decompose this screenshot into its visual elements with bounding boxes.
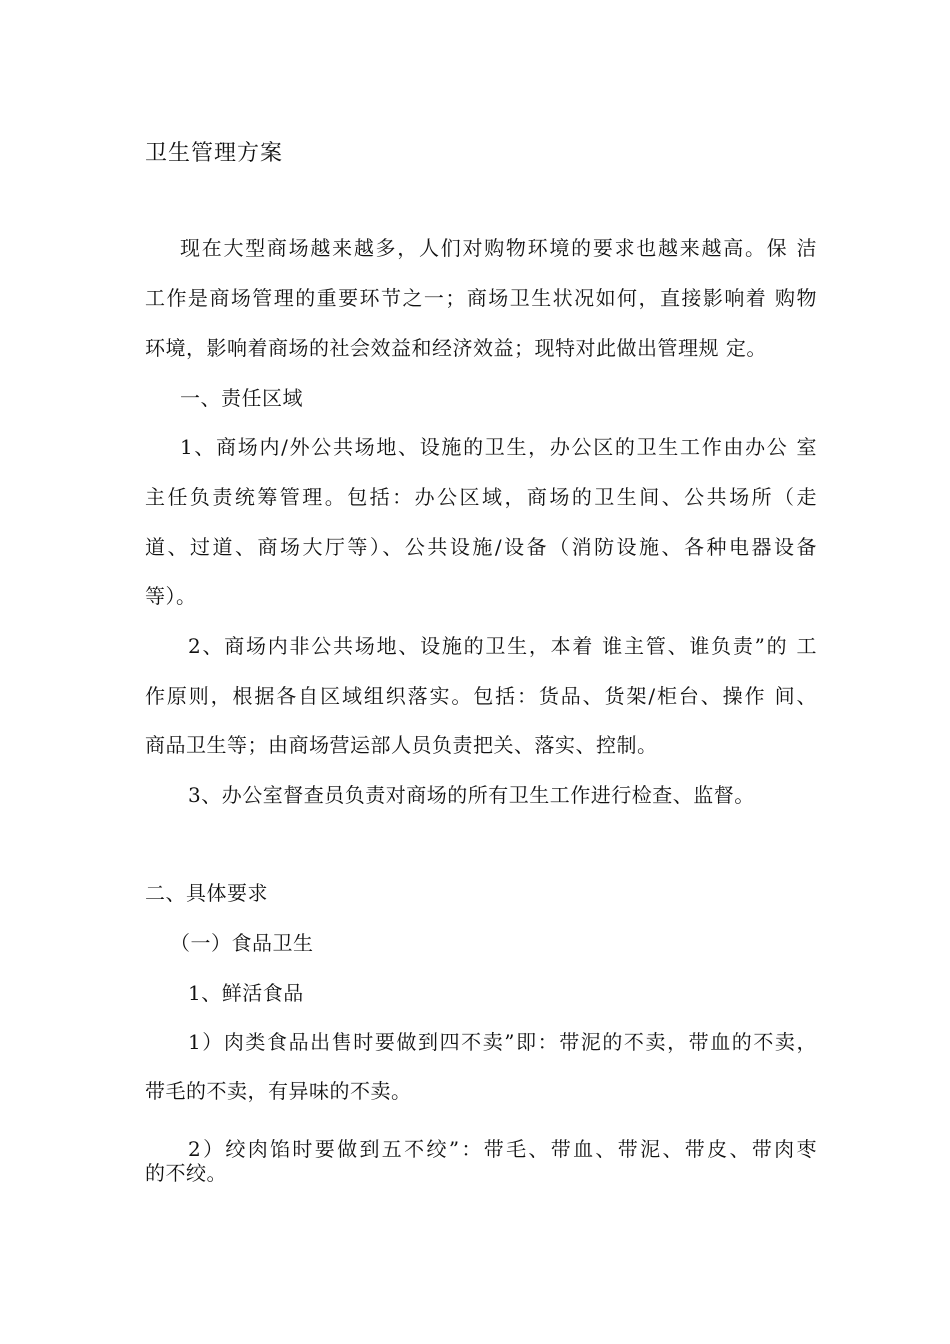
section2-sub1-heading: （一）食品卫生 [170, 931, 314, 955]
intro-line-3: 环境，影响着商场的社会效益和经济效益；现特对此做出管理规 定。 [145, 336, 767, 360]
section1-heading: 一、责任区域 [180, 386, 303, 410]
section1-item2-line-3: 商品卫生等；由商场营运部人员负责把关、落实、控制。 [145, 733, 658, 757]
section2-sub1-item1: 1、鲜活食品 [188, 981, 304, 1005]
point2-line-2: 的不绞。 [145, 1161, 227, 1185]
intro-line-1: 现在大型商场越来越多，人们对购物环境的要求也越来越高。保 洁 [180, 236, 817, 260]
section1-item3: 3、办公室督查员负责对商场的所有卫生工作进行检查、监督。 [188, 783, 755, 807]
point2-line-1: 2）绞肉馅时要做到五不绞”：带毛、带血、带泥、带皮、带肉枣 [188, 1137, 817, 1161]
section1-item2-line-1: 2、商场内非公共场地、设施的卫生，本着 谁主管、谁负责”的 工 [188, 634, 817, 658]
section1-item1-line-4: 等）。 [145, 584, 197, 608]
point1-line-1: 1）肉类食品出售时要做到四不卖”即：带泥的不卖，带血的不卖， [188, 1030, 817, 1054]
section1-item1-line-2: 主任负责统筹管理。包括：办公区域，商场的卫生间、公共场所（走 [145, 485, 817, 509]
section2-heading: 二、具体要求 [145, 881, 268, 905]
document-title: 卫生管理方案 [145, 141, 284, 166]
intro-line-2: 工作是商场管理的重要环节之一；商场卫生状况如何，直接影响着 购物 [145, 286, 817, 310]
point1-line-2: 带毛的不卖，有异味的不卖。 [145, 1079, 412, 1103]
section1-item1-line-3: 道、过道、商场大厅等）、公共设施/设备（消防设施、各种电器设备 [145, 535, 817, 559]
section1-item1-line-1: 1、商场内/外公共场地、设施的卫生，办公区的卫生工作由办公 室 [180, 435, 817, 459]
section1-item2-line-2: 作原则，根据各自区域组织落实。包括：货品、货架/柜台、操作 间、 [145, 684, 817, 708]
